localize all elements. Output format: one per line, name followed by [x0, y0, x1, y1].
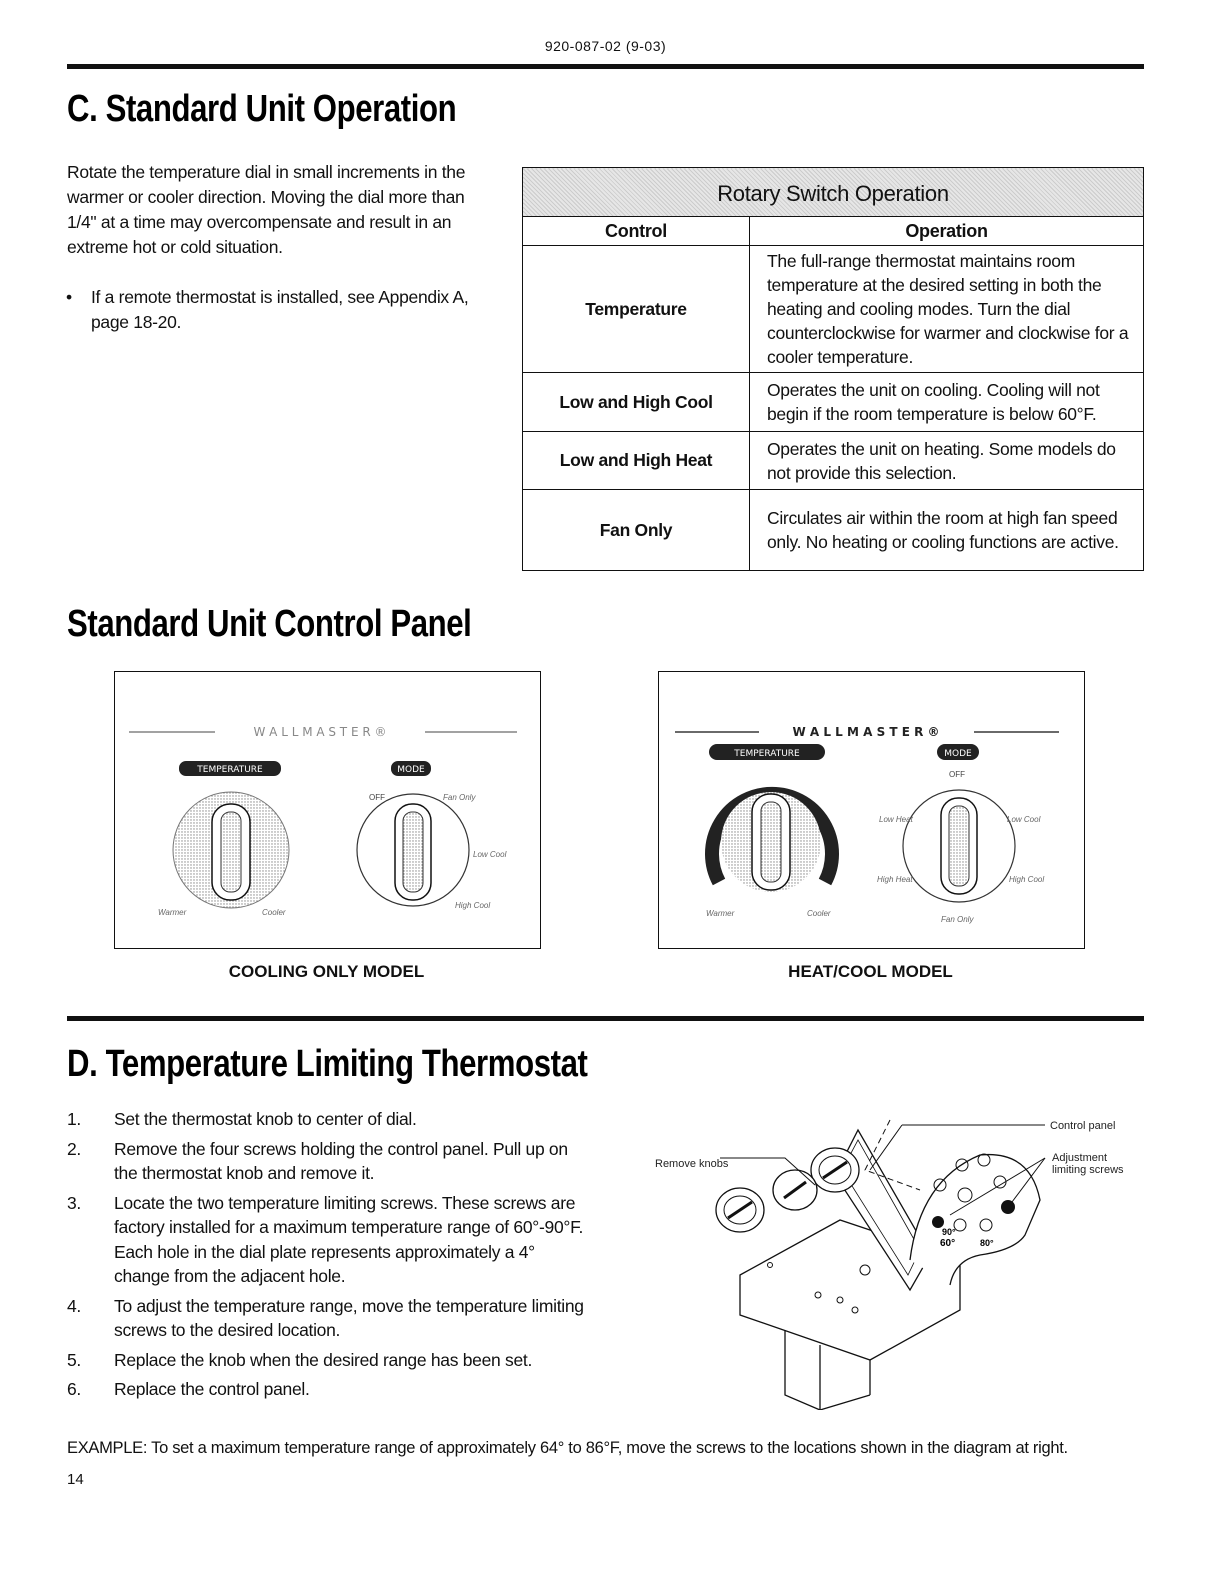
svg-text:Low Cool: Low Cool — [1007, 815, 1041, 824]
table-row-control: Temperature — [523, 246, 750, 373]
cooling-panel-drawing — [115, 672, 540, 948]
label-adjustment-screws: Adjustment limiting screws — [1052, 1152, 1124, 1176]
table-row-control: Low and High Cool — [523, 373, 750, 432]
svg-text:Fan Only: Fan Only — [443, 793, 476, 802]
svg-text:OFF: OFF — [949, 770, 965, 779]
svg-text:High Cool: High Cool — [455, 901, 491, 910]
top-rule — [67, 64, 1144, 69]
svg-text:Low Heat: Low Heat — [879, 815, 913, 824]
table-row-operation: Operates the unit on heating. Some models do not provide this selection. — [750, 432, 1144, 490]
section-rule — [67, 1016, 1144, 1021]
page-number: 14 — [67, 1471, 84, 1488]
list-item: 4. To adjust the temperature range, move the temperature limiting screws to the desired location. — [67, 1295, 584, 1340]
cooling-only-panel — [114, 671, 541, 949]
svg-text:OFF: OFF — [369, 793, 385, 802]
table-row-operation: Operates the unit on cooling. Cooling will not begin if the room temperature is below 60°F. — [750, 373, 1144, 432]
svg-text:High Heat: High Heat — [877, 875, 913, 884]
list-item: 1. Set the thermostat knob to center of dial. — [67, 1109, 417, 1129]
example-text: EXAMPLE: To set a maximum temperature range of approximately 64° to 86°F, move the screws to the locations shown in the diagram at right. — [67, 1439, 1068, 1457]
brand-text: W A L L M A S T E R ® — [253, 725, 387, 739]
svg-text:Cooler: Cooler — [262, 908, 286, 917]
table-row-operation: The full-range thermostat maintains room temperature at the desired setting in both the heating and cooling modes. Turn the dial counterclockwise for warmer and clockwise for a cooler temperature. — [750, 246, 1144, 373]
dial-plate — [910, 1155, 1040, 1285]
screw-icon — [1001, 1200, 1015, 1214]
caption-cooling-only: COOLING ONLY MODEL — [228, 962, 425, 981]
svg-text:80°: 80° — [980, 1238, 994, 1248]
section-d-title: D. Temperature Limiting Thermostat — [67, 1043, 588, 1085]
heatcool-panel-drawing — [659, 672, 1084, 948]
svg-text:60°: 60° — [940, 1238, 956, 1249]
list-item: 3. Locate the two temperature limiting screws. These screws are factory installed for a maximum temperature range of 60°-90°F. Each hole in the dial plate represents approximately a 4° change from the adjacent hole. — [67, 1192, 584, 1286]
table-row-operation: Circulates air within the room at high fan speed only. No heating or cooling functions are active. — [750, 490, 1144, 571]
table-row-control: Fan Only — [523, 490, 750, 571]
svg-text:Low Cool: Low Cool — [473, 850, 507, 859]
label-control-panel: Control panel — [1050, 1120, 1116, 1132]
table-row-control: Low and High Heat — [523, 432, 750, 490]
svg-text:MODE: MODE — [944, 749, 972, 759]
list-item: 2. Remove the four screws holding the control panel. Pull up on the thermostat knob and remove it. — [67, 1138, 568, 1183]
svg-text:MODE: MODE — [397, 765, 425, 775]
control-panel-title: Standard Unit Control Panel — [67, 603, 472, 645]
svg-text:TEMPERATURE: TEMPERATURE — [734, 749, 800, 759]
brand-text: W A L L M A S T E R ® — [792, 725, 940, 739]
thermostat-diagram — [620, 1110, 1140, 1410]
document-number: 920-087-02 (9-03) — [544, 38, 667, 54]
column-header-control: Control — [523, 217, 750, 246]
steps-list — [67, 1107, 589, 1407]
bullet-dot: • — [66, 287, 72, 307]
list-item: 6. Replace the control panel. — [67, 1379, 310, 1399]
svg-text:Warmer: Warmer — [158, 908, 187, 917]
svg-text:High Cool: High Cool — [1009, 875, 1045, 884]
section-c-intro: Rotate the temperature dial in small increments in the warmer or cooler direction. Moving the dial more than 1/4" at a time may overcompensate and result in an extreme hot or cold situation. — [67, 162, 466, 257]
table-title: Rotary Switch Operation — [523, 168, 1144, 217]
section-c-bullet — [67, 285, 495, 335]
svg-text:90°: 90° — [942, 1227, 956, 1237]
svg-text:Fan Only: Fan Only — [941, 915, 974, 924]
list-item: 5. Replace the knob when the desired range has been set. — [67, 1349, 533, 1370]
svg-text:TEMPERATURE: TEMPERATURE — [197, 765, 263, 775]
caption-heat-cool: HEAT/COOL MODEL — [788, 962, 953, 981]
section-c-title: C. Standard Unit Operation — [67, 88, 457, 130]
svg-text:Warmer: Warmer — [706, 909, 735, 918]
heat-cool-panel — [658, 671, 1085, 949]
label-remove-knobs: Remove knobs — [655, 1158, 729, 1170]
column-header-operation: Operation — [750, 217, 1144, 246]
bullet-text: If a remote thermostat is installed, see Appendix A, page 18-20. — [91, 287, 469, 332]
svg-text:Cooler: Cooler — [807, 909, 831, 918]
rotary-switch-table — [522, 167, 1144, 571]
